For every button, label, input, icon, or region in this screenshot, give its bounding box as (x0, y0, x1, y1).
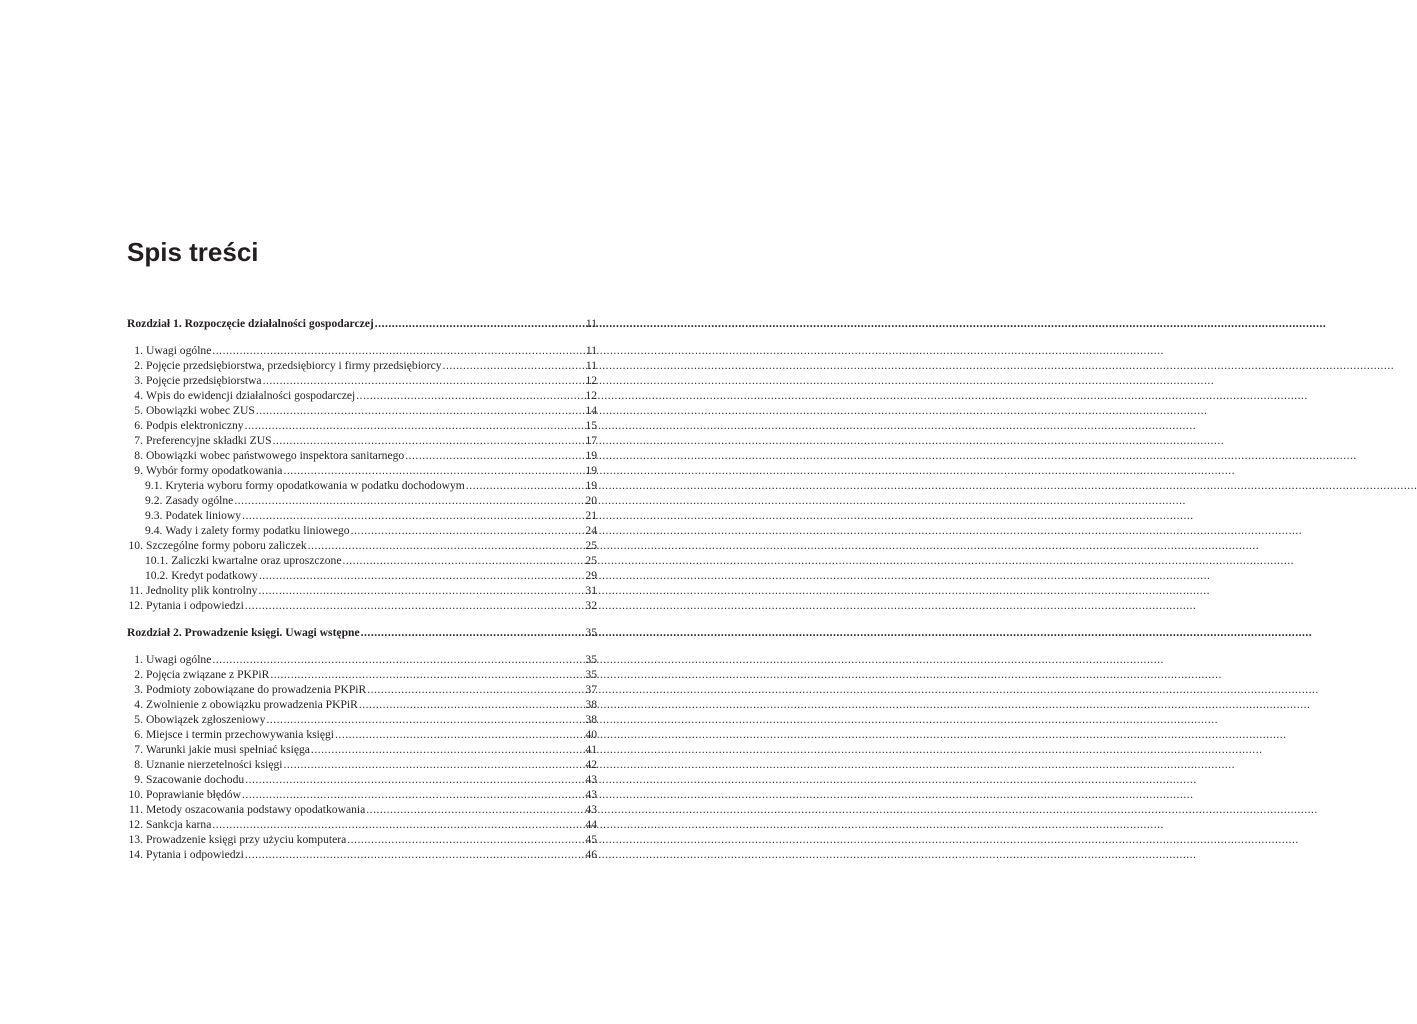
toc-dot-leader (273, 433, 585, 448)
toc-entry-number: 6. (134, 728, 143, 741)
toc-entry-number: 5. (134, 404, 143, 417)
toc-dot-leader (245, 418, 585, 433)
toc-dot-leader (308, 538, 585, 553)
toc-entry-number: 9.3. (145, 509, 163, 522)
toc-dot-leader (245, 847, 585, 862)
toc-page-number: 40 (585, 728, 597, 741)
page-title: Spis treści (127, 237, 259, 267)
toc-entry-number: 1. (134, 344, 143, 357)
toc-entry-number: 2. (134, 668, 143, 681)
toc-dot-leader (263, 373, 585, 388)
toc-dot-leader (361, 625, 585, 640)
toc-dot-leader (347, 832, 584, 847)
toc-page-number: 21 (585, 509, 597, 522)
toc-entry-label: Wybór formy opodatkowania (146, 464, 283, 477)
toc-entry-label: Jednolity plik kontrolny (146, 584, 258, 597)
toc-dot-leader (256, 403, 585, 418)
toc-entry-number: 14. (128, 848, 143, 861)
toc-entry[interactable] (127, 463, 597, 478)
toc-dot-leader (466, 478, 585, 493)
toc-entry-label: Zwolnienie z obowiązku prowadzenia PKPiR (146, 698, 358, 711)
toc-entry-number: 12. (128, 818, 143, 831)
toc-dot-leader (245, 772, 584, 787)
toc-page-number: 35 (585, 668, 597, 681)
toc-dot-leader (259, 568, 585, 583)
toc-entry[interactable] (127, 652, 597, 667)
toc-entry-number: 12. (128, 599, 143, 612)
toc-dot-leader (405, 448, 584, 463)
toc-entry[interactable] (127, 523, 597, 538)
toc-entry-label: Pojęcie przedsiębiorstwa, przedsiębiorcy i firmy przedsiębiorcy (146, 359, 442, 372)
toc-entry-label: Szacowanie dochodu (146, 773, 245, 786)
toc-dot-leader (375, 316, 585, 331)
toc-entry-label: Kredyt podatkowy (171, 569, 258, 582)
toc-entry[interactable] (127, 373, 597, 388)
toc-entry-label: Warunki jakie musi spełniać księga (146, 743, 310, 756)
toc-page-number: 12 (585, 389, 597, 402)
toc-page-number: 15 (585, 419, 597, 432)
toc-entry-number: 10.2. (145, 569, 169, 582)
toc-entry-number: 10. (128, 788, 143, 801)
toc-entry[interactable] (127, 817, 597, 832)
toc-page-number: 11 (585, 344, 597, 357)
toc-entry-label: Prowadzenie księgi przy użyciu komputera (146, 833, 347, 846)
toc-entry-label: Obowiązki wobec ZUS (146, 404, 255, 417)
toc-entry[interactable] (127, 478, 597, 493)
toc-entry[interactable] (127, 343, 597, 358)
toc-entry-number: 11. (128, 584, 143, 597)
toc-entry-number: 10. (128, 539, 143, 552)
toc-chapter-title: Rozdział 2. Prowadzenie księgi. Uwagi wstępne (127, 626, 360, 639)
toc-page-number: 20 (585, 494, 597, 507)
toc-entry-label: Kryteria wyboru formy opodatkowania w podatku dochodowym (165, 479, 465, 492)
toc-entry-number: 9.2. (145, 494, 163, 507)
toc-page-number: 17 (585, 434, 597, 447)
toc-entry[interactable] (127, 553, 597, 568)
toc-page-number: 46 (585, 848, 597, 861)
toc-entry[interactable] (127, 697, 597, 712)
toc-page-number: 35 (585, 653, 597, 666)
toc-entry-number: 13. (128, 833, 143, 846)
toc-page-number: 35 (585, 626, 597, 639)
toc-dot-leader (359, 697, 585, 712)
toc-entry-label: Pytania i odpowiedzi (146, 848, 244, 861)
toc-entry-number: 9.1. (145, 479, 163, 492)
toc-entry-number: 8. (134, 758, 143, 771)
toc-dot-leader (342, 553, 584, 568)
toc-page-number: 38 (585, 698, 597, 711)
toc-entry[interactable] (127, 493, 597, 508)
toc-dot-leader (311, 742, 584, 757)
toc-entry-label: Metody oszacowania podstawy opodatkowania (146, 803, 366, 816)
toc-entry[interactable] (127, 358, 597, 373)
toc-dot-leader (356, 388, 584, 403)
toc-page-number: 44 (585, 818, 597, 831)
toc-page-number: 38 (585, 713, 597, 726)
toc-page-number: 31 (585, 584, 597, 597)
toc-entry-label: Wpis do ewidencji działalności gospodarczej (146, 389, 356, 402)
toc-dot-leader (351, 523, 585, 538)
toc-chapter-title: Rozdział 1. Rozpoczęcie działalności gospodarczej (127, 317, 374, 330)
toc-page-number: 43 (585, 788, 597, 801)
toc-entry[interactable] (127, 388, 597, 403)
toc-page-number: 43 (585, 773, 597, 786)
toc-entry[interactable] (127, 712, 597, 727)
toc-entry-label: Podmioty zobowiązane do prowadzenia PKPiR (146, 683, 367, 696)
toc-dot-leader (283, 463, 584, 478)
toc-entry[interactable] (127, 772, 597, 787)
toc-entry[interactable] (127, 682, 597, 697)
toc-entry-number: 9. (134, 773, 143, 786)
toc-entry[interactable] (127, 418, 597, 433)
toc-entry-label: Miejsce i termin przechowywania księgi (146, 728, 335, 741)
toc-chapter-heading[interactable] (127, 625, 597, 640)
toc-page-number: 41 (585, 743, 597, 756)
toc-dot-leader (284, 757, 585, 772)
toc-page-number: 19 (585, 464, 597, 477)
toc-dot-leader (367, 682, 584, 697)
toc-dot-leader (242, 508, 584, 523)
toc-dot-leader (212, 817, 584, 832)
table-of-contents (127, 316, 597, 862)
toc-dot-leader (335, 727, 584, 742)
toc-page-number: 37 (585, 683, 597, 696)
toc-page-number: 42 (585, 758, 597, 771)
toc-entry[interactable] (127, 433, 597, 448)
toc-dot-leader (234, 493, 584, 508)
toc-entry[interactable] (127, 403, 597, 418)
toc-entry[interactable] (127, 847, 597, 862)
toc-page-number: 43 (585, 803, 597, 816)
toc-chapter (127, 625, 597, 862)
toc-entry-number: 7. (134, 743, 143, 756)
toc-chapter (127, 316, 597, 613)
toc-entry[interactable] (127, 787, 597, 802)
toc-entry-number: 9. (134, 464, 143, 477)
toc-dot-leader (212, 343, 584, 358)
toc-entry-label: Pojęcie przedsiębiorstwa (146, 374, 262, 387)
toc-entry[interactable] (127, 598, 597, 613)
toc-chapter-heading[interactable] (127, 316, 597, 331)
toc-entry-number: 4. (134, 698, 143, 711)
toc-entry[interactable] (127, 802, 597, 817)
toc-entry-number: 10.1. (145, 554, 169, 567)
toc-entry[interactable] (127, 508, 597, 523)
toc-entry-label: Obowiązki wobec państwowego inspektora sanitarnego (146, 449, 405, 462)
toc-page-number: 19 (585, 479, 597, 492)
toc-page-number: 11 (585, 317, 597, 330)
toc-entry-number: 11. (128, 803, 143, 816)
toc-page-number: 11 (585, 359, 597, 372)
toc-entry-label: Poprawianie błędów (146, 788, 241, 801)
toc-entry-label: Zasady ogólne (165, 494, 234, 507)
toc-page-number: 25 (585, 539, 597, 552)
toc-entry[interactable] (127, 742, 597, 757)
toc-dot-leader (366, 802, 584, 817)
toc-dot-leader (212, 652, 584, 667)
toc-entry-label: Obowiązek zgłoszeniowy (146, 713, 266, 726)
toc-entry-number: 8. (134, 449, 143, 462)
toc-entry-number: 6. (134, 419, 143, 432)
toc-entry-label: Szczególne formy poboru zaliczek (146, 539, 307, 552)
toc-entry-label: Sankcja karna (146, 818, 212, 831)
toc-entry[interactable] (127, 448, 597, 463)
toc-dot-leader (258, 583, 584, 598)
toc-entry[interactable] (127, 727, 597, 742)
toc-entry[interactable] (127, 667, 597, 682)
toc-page-number: 12 (585, 374, 597, 387)
toc-entry-label: Pytania i odpowiedzi (146, 599, 244, 612)
toc-page-number: 24 (585, 524, 597, 537)
toc-entry-number: 7. (134, 434, 143, 447)
toc-page-number: 45 (585, 833, 597, 846)
toc-page-number: 14 (585, 404, 597, 417)
toc-entry-number: 9.4. (145, 524, 163, 537)
toc-dot-leader (443, 358, 585, 373)
toc-entry[interactable] (127, 568, 597, 583)
toc-dot-leader (266, 712, 584, 727)
toc-entry[interactable] (127, 538, 597, 553)
toc-entry-label: Preferencyjne składki ZUS (146, 434, 272, 447)
toc-entry-label: Uwagi ogólne (146, 653, 212, 666)
toc-entry[interactable] (127, 757, 597, 772)
toc-page-number: 32 (585, 599, 597, 612)
toc-page-number: 29 (585, 569, 597, 582)
toc-entry-number: 1. (134, 653, 143, 666)
toc-entry-number: 3. (134, 683, 143, 696)
toc-dot-leader (270, 667, 584, 682)
toc-entry-label: Uwagi ogólne (146, 344, 212, 357)
toc-entry-label: Podatek liniowy (165, 509, 242, 522)
toc-entry-label: Uznanie nierzetelności księgi (146, 758, 283, 771)
toc-entry-number: 2. (134, 359, 143, 372)
toc-entry-label: Wady i zalety formy podatku liniowego (165, 524, 350, 537)
toc-dot-leader (245, 598, 585, 613)
toc-entry-label: Zaliczki kwartalne oraz uproszczone (171, 554, 342, 567)
toc-entry-number: 5. (134, 713, 143, 726)
toc-entry-label: Podpis elektroniczny (146, 419, 244, 432)
toc-entry-number: 3. (134, 374, 143, 387)
toc-page-number: 25 (585, 554, 597, 567)
toc-entry-number: 4. (134, 389, 143, 402)
toc-entry[interactable] (127, 583, 597, 598)
toc-entry-label: Pojęcia związane z PKPiR (146, 668, 270, 681)
toc-entry[interactable] (127, 832, 597, 847)
toc-dot-leader (242, 787, 584, 802)
toc-page-number: 19 (585, 449, 597, 462)
